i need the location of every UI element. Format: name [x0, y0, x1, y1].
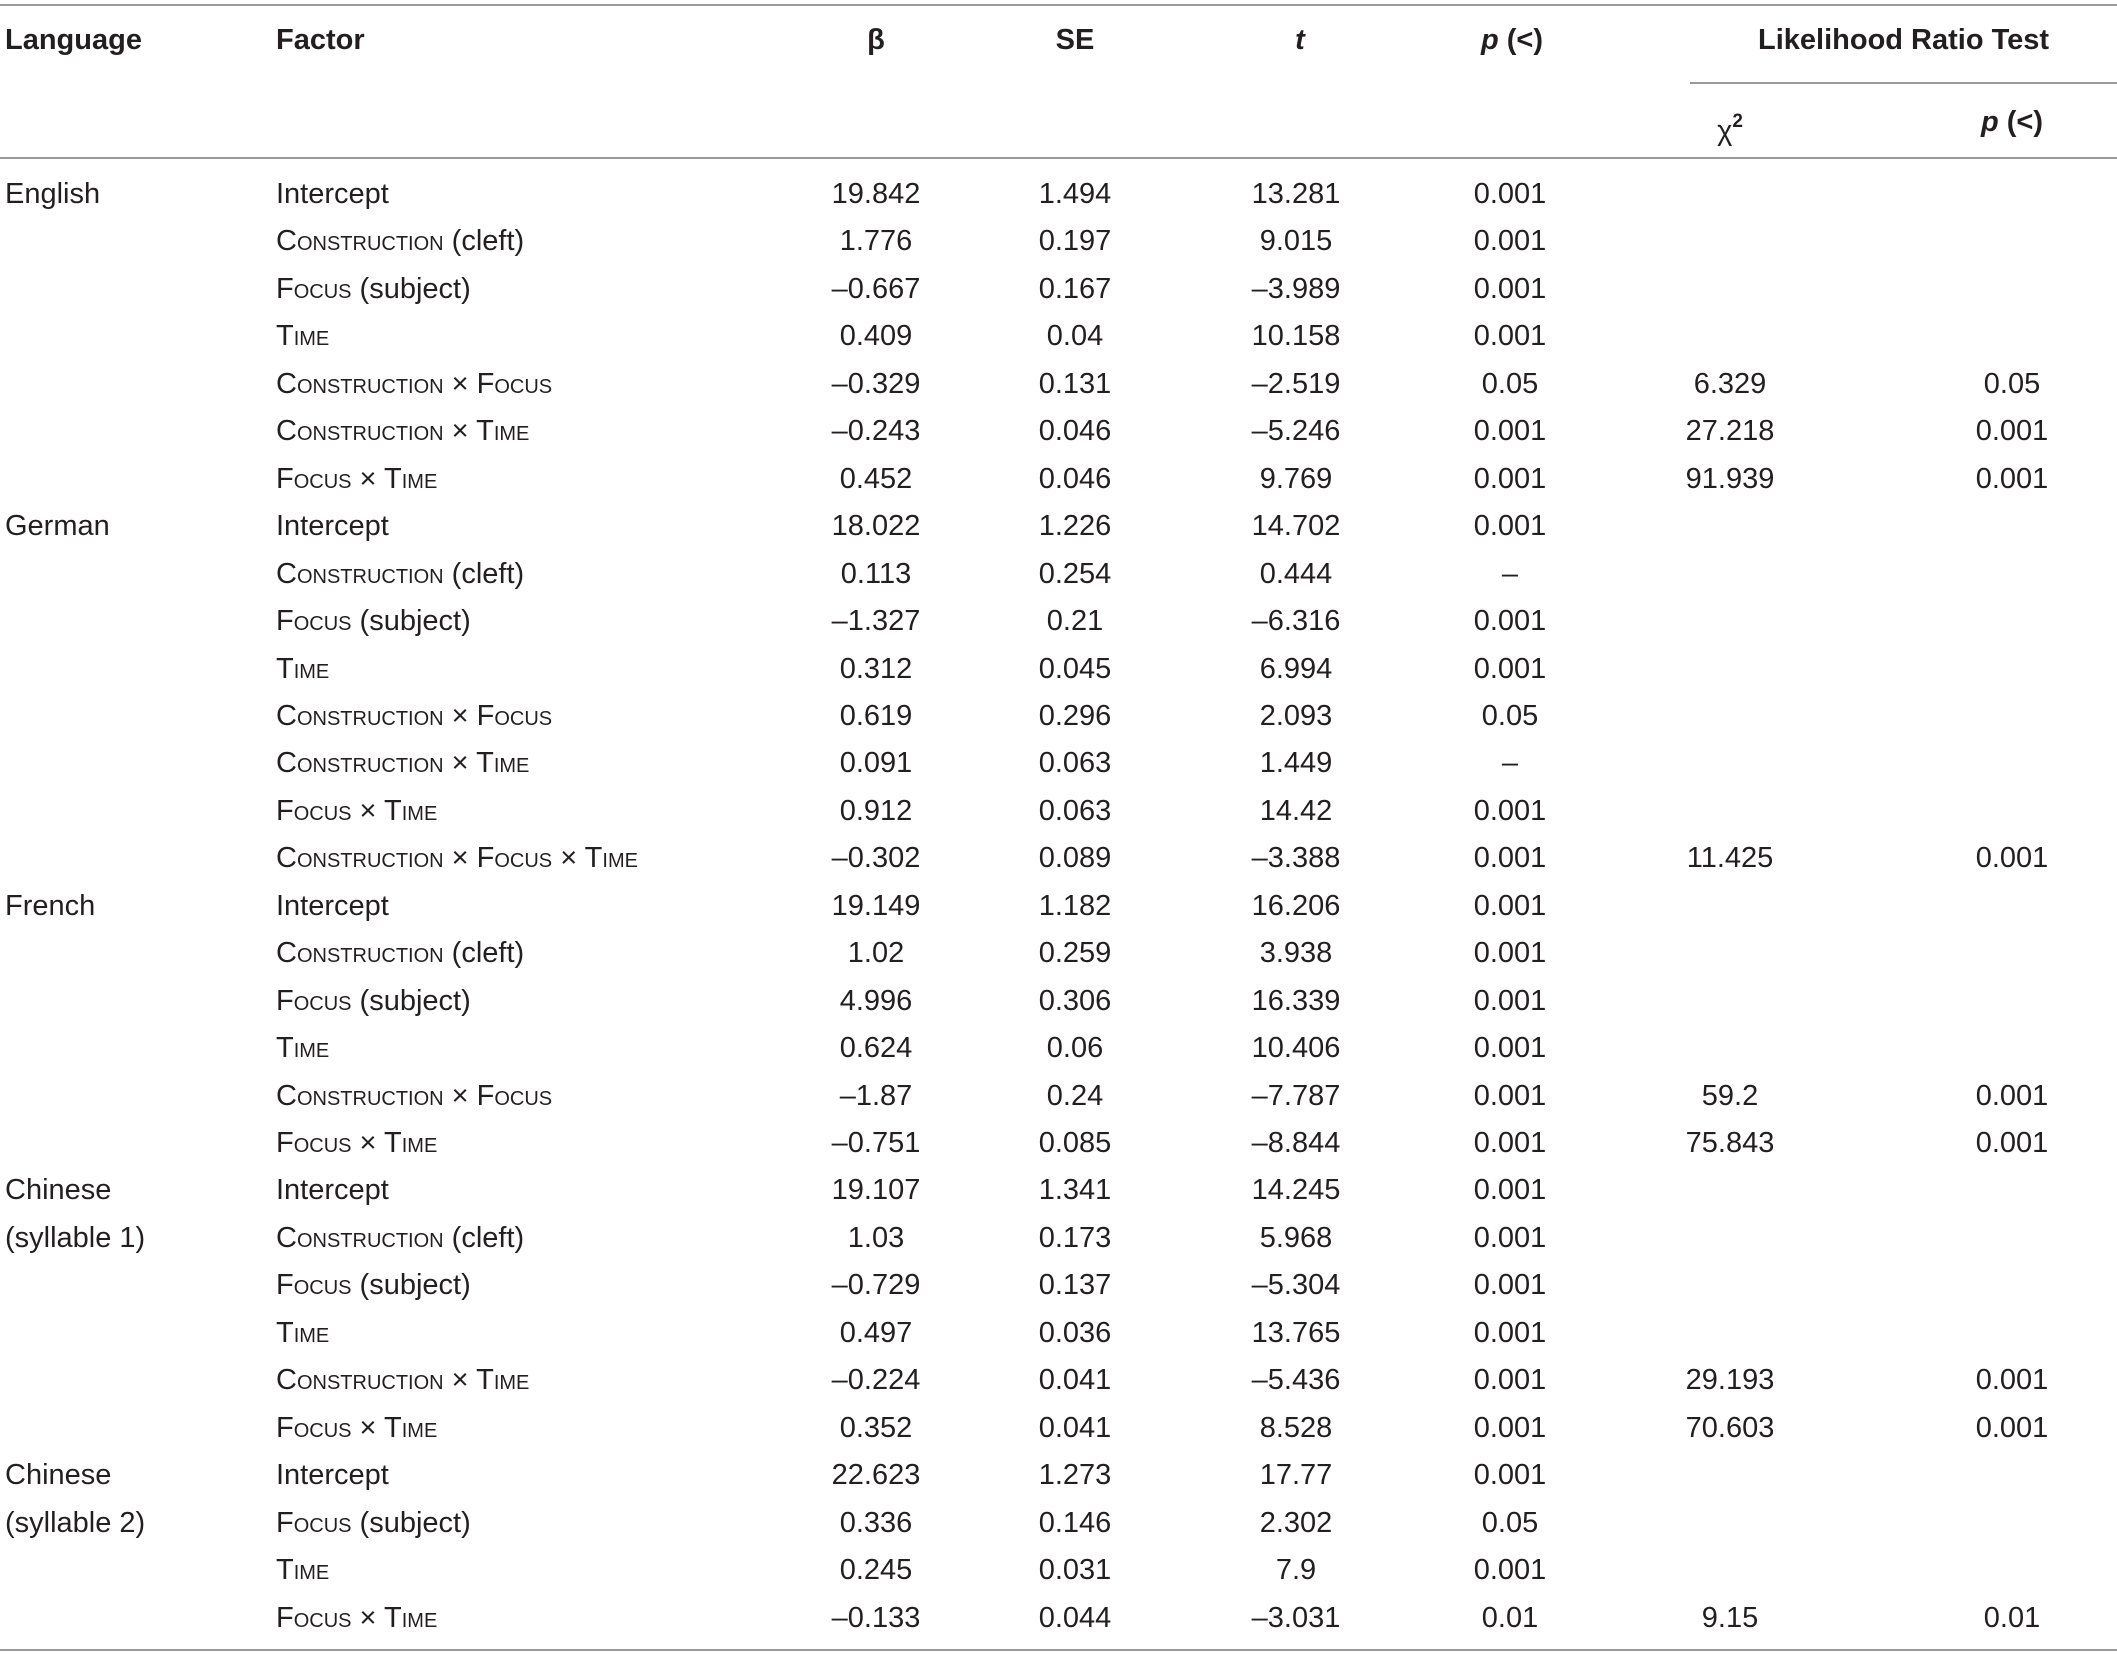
table-row	[0, 271, 2117, 318]
factor-cell	[276, 1267, 471, 1303]
beta-cell: –1.87	[839, 1079, 913, 1112]
beta-cell: 22.623	[831, 1459, 921, 1492]
factor-qualifier: (subject)	[351, 984, 471, 1017]
factor-name: Construction × Focus	[276, 367, 553, 400]
factor-qualifier: Intercept	[276, 178, 389, 210]
beta-cell: 0.336	[839, 1506, 913, 1539]
p-cell: 0.001	[1473, 652, 1547, 685]
beta-cell: 0.113	[840, 557, 912, 590]
factor-name: Focus	[276, 984, 352, 1017]
p-cell: 0.001	[1473, 272, 1547, 305]
table-row	[0, 508, 2117, 555]
factor-qualifier: Intercept	[276, 889, 389, 922]
table-row	[0, 1030, 2117, 1077]
p-cell: –	[1501, 557, 1519, 590]
factor-cell	[276, 1125, 437, 1161]
header-beta: β	[867, 24, 885, 56]
se-cell: 0.296	[1038, 699, 1112, 732]
factor-cell	[276, 840, 638, 876]
factor-cell	[276, 1172, 389, 1208]
factor-cell	[276, 1457, 389, 1493]
chi-squared-cell: 75.843	[1685, 1127, 1775, 1159]
se-cell: 1.182	[1038, 889, 1112, 922]
lrt-p-cell: 0.01	[1983, 1601, 2041, 1634]
table-row	[0, 935, 2117, 982]
t-cell: 9.015	[1259, 225, 1333, 258]
factor-qualifier: Intercept	[276, 1459, 389, 1492]
t-cell: 13.281	[1251, 178, 1341, 210]
se-cell: 0.046	[1038, 415, 1112, 448]
lrt-p-cell: 0.001	[1975, 415, 2049, 448]
se-cell: 0.041	[1038, 1411, 1112, 1444]
factor-cell	[276, 745, 529, 781]
factor-name: Construction	[276, 557, 444, 590]
header-bottom-rule	[0, 157, 2117, 159]
factor-qualifier: Intercept	[276, 1174, 389, 1207]
chi-squared-cell: 70.603	[1685, 1411, 1775, 1444]
table-row	[0, 461, 2117, 508]
beta-cell: 0.312	[839, 652, 913, 685]
p-cell: 0.001	[1473, 462, 1547, 495]
se-cell: 0.046	[1038, 462, 1112, 495]
se-cell: 0.197	[1038, 225, 1112, 258]
table-row	[0, 840, 2117, 887]
table-row	[0, 793, 2117, 840]
t-cell: 14.245	[1251, 1174, 1341, 1207]
t-cell: 17.77	[1259, 1459, 1333, 1492]
factor-cell	[276, 1220, 524, 1256]
p-cell: 0.001	[1473, 794, 1547, 827]
t-cell: –3.388	[1251, 842, 1341, 875]
se-cell: 1.494	[1038, 178, 1112, 210]
beta-cell: –0.224	[831, 1364, 921, 1397]
p-cell: 0.001	[1473, 225, 1547, 258]
table-row	[0, 1315, 2117, 1362]
beta-cell: 4.996	[839, 984, 913, 1017]
factor-name: Time	[276, 1032, 330, 1065]
factor-name: Focus × Time	[276, 1127, 438, 1159]
factor-name: Construction × Focus × Time	[276, 842, 638, 875]
se-cell: 0.137	[1038, 1269, 1112, 1302]
beta-cell: –1.327	[831, 605, 921, 638]
header-likelihood-ratio-test: Likelihood Ratio Test	[1758, 24, 2050, 56]
p-cell: 0.05	[1481, 367, 1539, 400]
t-cell: 2.093	[1259, 699, 1333, 732]
lrt-p-cell: 0.001	[1975, 462, 2049, 495]
p-cell: 0.001	[1473, 984, 1547, 1017]
se-cell: 0.041	[1038, 1364, 1112, 1397]
factor-qualifier: (cleft)	[443, 225, 525, 258]
header-p: p (<)	[1480, 24, 1544, 56]
beta-cell: 19.842	[831, 178, 921, 210]
language-cell: Chinese	[5, 1459, 112, 1492]
factor-qualifier: Intercept	[276, 510, 389, 543]
factor-name: Construction × Time	[276, 415, 530, 448]
se-cell: 0.04	[1046, 320, 1104, 353]
table-row	[0, 1078, 2117, 1125]
factor-name: Focus × Time	[276, 462, 438, 495]
se-cell: 0.045	[1038, 652, 1112, 685]
beta-cell: –0.729	[831, 1269, 921, 1302]
header-factor: Factor	[276, 24, 365, 56]
p-cell: 0.001	[1473, 1554, 1547, 1587]
beta-cell: 19.149	[831, 889, 921, 922]
table-row	[0, 651, 2117, 698]
table-row	[0, 1172, 2117, 1219]
factor-cell	[276, 1505, 471, 1541]
factor-cell	[276, 698, 552, 734]
t-cell: –6.316	[1251, 605, 1341, 638]
factor-name: Time	[276, 1316, 330, 1349]
beta-cell: –0.302	[831, 842, 921, 875]
beta-cell: –0.751	[831, 1127, 921, 1159]
t-cell: 2.302	[1259, 1506, 1333, 1539]
factor-cell	[276, 935, 524, 971]
header-lrt-p: p (<)	[1980, 106, 2044, 138]
table-row	[0, 1505, 2117, 1552]
t-cell: 10.406	[1251, 1032, 1341, 1065]
table-row	[0, 698, 2117, 745]
factor-cell	[276, 318, 329, 354]
table-row	[0, 745, 2117, 792]
header-se: SE	[1055, 24, 1095, 56]
p-cell: 0.001	[1473, 1411, 1547, 1444]
t-cell: –5.304	[1251, 1269, 1341, 1302]
factor-qualifier: (cleft)	[443, 557, 525, 590]
se-cell: 0.085	[1038, 1127, 1112, 1159]
factor-cell	[276, 651, 329, 687]
se-cell: 0.031	[1038, 1554, 1112, 1587]
lrt-p-cell: 0.001	[1975, 1411, 2049, 1444]
table-row	[0, 983, 2117, 1030]
table-row	[0, 1600, 2117, 1647]
p-cell: 0.001	[1473, 937, 1547, 970]
table-row	[0, 176, 2117, 223]
t-cell: 8.528	[1259, 1411, 1333, 1444]
se-cell: 0.036	[1038, 1316, 1112, 1349]
se-cell: 0.24	[1046, 1079, 1104, 1112]
table-row	[0, 223, 2117, 270]
t-cell: 7.9	[1275, 1554, 1317, 1587]
table-row	[0, 888, 2117, 935]
factor-name: Construction × Time	[276, 1364, 530, 1397]
factor-name: Focus	[276, 605, 352, 638]
table-row	[0, 413, 2117, 460]
p-cell: 0.001	[1473, 1316, 1547, 1349]
chi-squared-cell: 6.329	[1693, 367, 1767, 400]
t-cell: –8.844	[1251, 1127, 1341, 1159]
language-cell: French	[5, 889, 96, 922]
factor-cell	[276, 366, 552, 402]
factor-qualifier: (cleft)	[443, 1221, 525, 1254]
table-row	[0, 366, 2117, 413]
factor-cell	[276, 508, 389, 544]
table-row	[0, 1220, 2117, 1267]
table-row	[0, 1125, 2117, 1172]
p-cell: 0.001	[1473, 889, 1547, 922]
beta-cell: 1.776	[839, 225, 913, 258]
beta-cell: 1.03	[847, 1221, 905, 1254]
t-cell: 14.702	[1251, 510, 1341, 543]
p-cell: 0.001	[1473, 1269, 1547, 1302]
p-cell: 0.001	[1473, 1174, 1547, 1207]
p-cell: 0.001	[1473, 510, 1547, 543]
lrt-p-cell: 0.001	[1975, 1364, 2049, 1397]
factor-name: Time	[276, 320, 330, 353]
beta-cell: 0.497	[839, 1316, 913, 1349]
p-cell: 0.001	[1473, 1459, 1547, 1492]
p-cell: 0.001	[1473, 605, 1547, 638]
table-top-rule	[0, 4, 2117, 6]
table-bottom-rule	[0, 1649, 2117, 1651]
factor-cell	[276, 793, 437, 829]
p-cell: 0.001	[1473, 1364, 1547, 1397]
beta-cell: –0.667	[831, 272, 921, 305]
t-cell: 3.938	[1259, 937, 1333, 970]
se-cell: 0.063	[1038, 747, 1112, 780]
header-chi-squared: $\chi^2$	[1717, 111, 1743, 147]
se-cell: 0.306	[1038, 984, 1112, 1017]
p-cell: 0.001	[1473, 1032, 1547, 1065]
factor-cell	[276, 888, 389, 924]
factor-cell	[276, 271, 471, 307]
se-cell: 0.131	[1038, 367, 1112, 400]
table-row	[0, 603, 2117, 650]
beta-cell: 0.619	[839, 699, 913, 732]
factor-name: Construction × Focus	[276, 1079, 553, 1112]
chi-squared-cell: 27.218	[1685, 415, 1775, 448]
t-cell: 5.968	[1259, 1221, 1333, 1254]
beta-cell: 0.352	[839, 1411, 913, 1444]
factor-cell	[276, 556, 524, 592]
lrt-spanner-rule	[1690, 82, 2117, 84]
beta-cell: 0.245	[839, 1554, 913, 1587]
table-row	[0, 1457, 2117, 1504]
p-cell: 0.001	[1473, 415, 1547, 448]
se-cell: 0.254	[1038, 557, 1112, 590]
factor-cell	[276, 603, 471, 639]
factor-name: Time	[276, 652, 330, 685]
se-cell: 0.044	[1038, 1601, 1112, 1634]
p-cell: 0.001	[1473, 1127, 1547, 1159]
header-language: Language	[5, 24, 142, 56]
se-cell: 1.273	[1038, 1459, 1112, 1492]
chi-squared-cell: 91.939	[1685, 462, 1775, 495]
p-cell: 0.001	[1473, 1221, 1547, 1254]
factor-qualifier: (subject)	[351, 1506, 471, 1539]
p-cell: –	[1501, 747, 1519, 780]
t-cell: 13.765	[1251, 1316, 1341, 1349]
factor-cell	[276, 1362, 529, 1398]
se-cell: 0.063	[1038, 794, 1112, 827]
factor-name: Construction × Time	[276, 747, 530, 780]
beta-cell: 0.452	[839, 462, 913, 495]
t-cell: 0.444	[1259, 557, 1333, 590]
language-cell: Chinese	[5, 1174, 112, 1207]
beta-cell: 0.409	[839, 320, 913, 353]
factor-cell	[276, 1315, 329, 1351]
factor-cell	[276, 1078, 552, 1114]
factor-cell	[276, 413, 529, 449]
lrt-p-cell: 0.001	[1975, 1079, 2049, 1112]
p-cell: 0.05	[1481, 699, 1539, 732]
p-cell: 0.001	[1473, 178, 1547, 210]
factor-cell	[276, 461, 437, 497]
p-cell: 0.001	[1473, 842, 1547, 875]
p-cell: 0.05	[1481, 1506, 1539, 1539]
table-row	[0, 556, 2117, 603]
beta-cell: –0.133	[831, 1601, 921, 1634]
factor-name: Focus	[276, 1506, 352, 1539]
t-cell: 9.769	[1259, 462, 1333, 495]
factor-cell	[276, 1410, 437, 1446]
factor-name: Focus	[276, 1269, 352, 1302]
table-row	[0, 1362, 2117, 1409]
p-cell: 0.001	[1473, 1079, 1547, 1112]
t-cell: –3.989	[1251, 272, 1341, 305]
factor-qualifier: (subject)	[351, 605, 471, 638]
se-cell: 0.21	[1046, 605, 1104, 638]
beta-cell: 19.107	[831, 1174, 921, 1207]
lrt-p-cell: 0.001	[1975, 842, 2049, 875]
factor-cell	[276, 176, 389, 212]
table-row	[0, 318, 2117, 365]
factor-name: Construction	[276, 1221, 444, 1254]
p-cell: 0.001	[1473, 320, 1547, 353]
chi-squared-cell: 11.425	[1686, 842, 1774, 875]
se-cell: 1.341	[1038, 1174, 1112, 1207]
factor-cell	[276, 983, 471, 1019]
factor-name: Focus × Time	[276, 1601, 438, 1634]
se-cell: 0.089	[1038, 842, 1112, 875]
language-cell: (syllable 1)	[5, 1221, 146, 1254]
beta-cell: 0.912	[839, 794, 913, 827]
language-cell: English	[5, 178, 101, 210]
t-cell: 14.42	[1259, 794, 1333, 827]
se-cell: 1.226	[1038, 510, 1112, 543]
se-cell: 0.173	[1038, 1221, 1112, 1254]
language-cell: (syllable 2)	[5, 1506, 146, 1539]
factor-cell	[276, 1552, 329, 1588]
t-cell: –2.519	[1251, 367, 1341, 400]
factor-cell	[276, 1600, 437, 1636]
factor-name: Focus	[276, 272, 352, 305]
p-cell: 0.01	[1481, 1601, 1539, 1634]
chi-squared-cell: 9.15	[1701, 1601, 1759, 1634]
t-cell: 10.158	[1251, 320, 1341, 353]
t-cell: –7.787	[1251, 1079, 1341, 1112]
factor-qualifier: (subject)	[351, 1269, 471, 1302]
beta-cell: 1.02	[847, 937, 905, 970]
table-row	[0, 1410, 2117, 1457]
t-cell: –3.031	[1251, 1601, 1341, 1634]
t-cell: –5.246	[1251, 415, 1341, 448]
table-row	[0, 1552, 2117, 1599]
beta-cell: 0.624	[839, 1032, 913, 1065]
factor-cell	[276, 1030, 329, 1066]
se-cell: 0.259	[1038, 937, 1112, 970]
table-row	[0, 1267, 2117, 1314]
t-cell: 1.449	[1259, 747, 1333, 780]
chi-squared-cell: 59.2	[1701, 1079, 1759, 1112]
factor-qualifier: (cleft)	[443, 937, 525, 970]
beta-cell: 18.022	[831, 510, 921, 543]
factor-name: Construction × Focus	[276, 699, 553, 732]
beta-cell: 0.091	[839, 747, 913, 780]
chi-squared-cell: 29.193	[1685, 1364, 1775, 1397]
factor-cell	[276, 223, 524, 259]
se-cell: 0.146	[1038, 1506, 1112, 1539]
t-cell: 16.339	[1251, 984, 1341, 1017]
beta-cell: –0.243	[831, 415, 921, 448]
se-cell: 0.06	[1046, 1032, 1104, 1065]
lrt-p-cell: 0.001	[1975, 1127, 2049, 1159]
factor-name: Focus × Time	[276, 794, 438, 827]
language-cell: German	[5, 510, 110, 543]
t-cell: 6.994	[1259, 652, 1333, 685]
factor-name: Focus × Time	[276, 1411, 438, 1444]
beta-cell: –0.329	[831, 367, 921, 400]
factor-name: Construction	[276, 225, 444, 258]
t-cell: 16.206	[1251, 889, 1341, 922]
se-cell: 0.167	[1038, 272, 1112, 305]
header-t: t	[1295, 24, 1305, 56]
factor-name: Construction	[276, 937, 444, 970]
t-cell: –5.436	[1251, 1364, 1341, 1397]
factor-name: Time	[276, 1554, 330, 1587]
factor-qualifier: (subject)	[351, 272, 471, 305]
lrt-p-cell: 0.05	[1983, 367, 2041, 400]
